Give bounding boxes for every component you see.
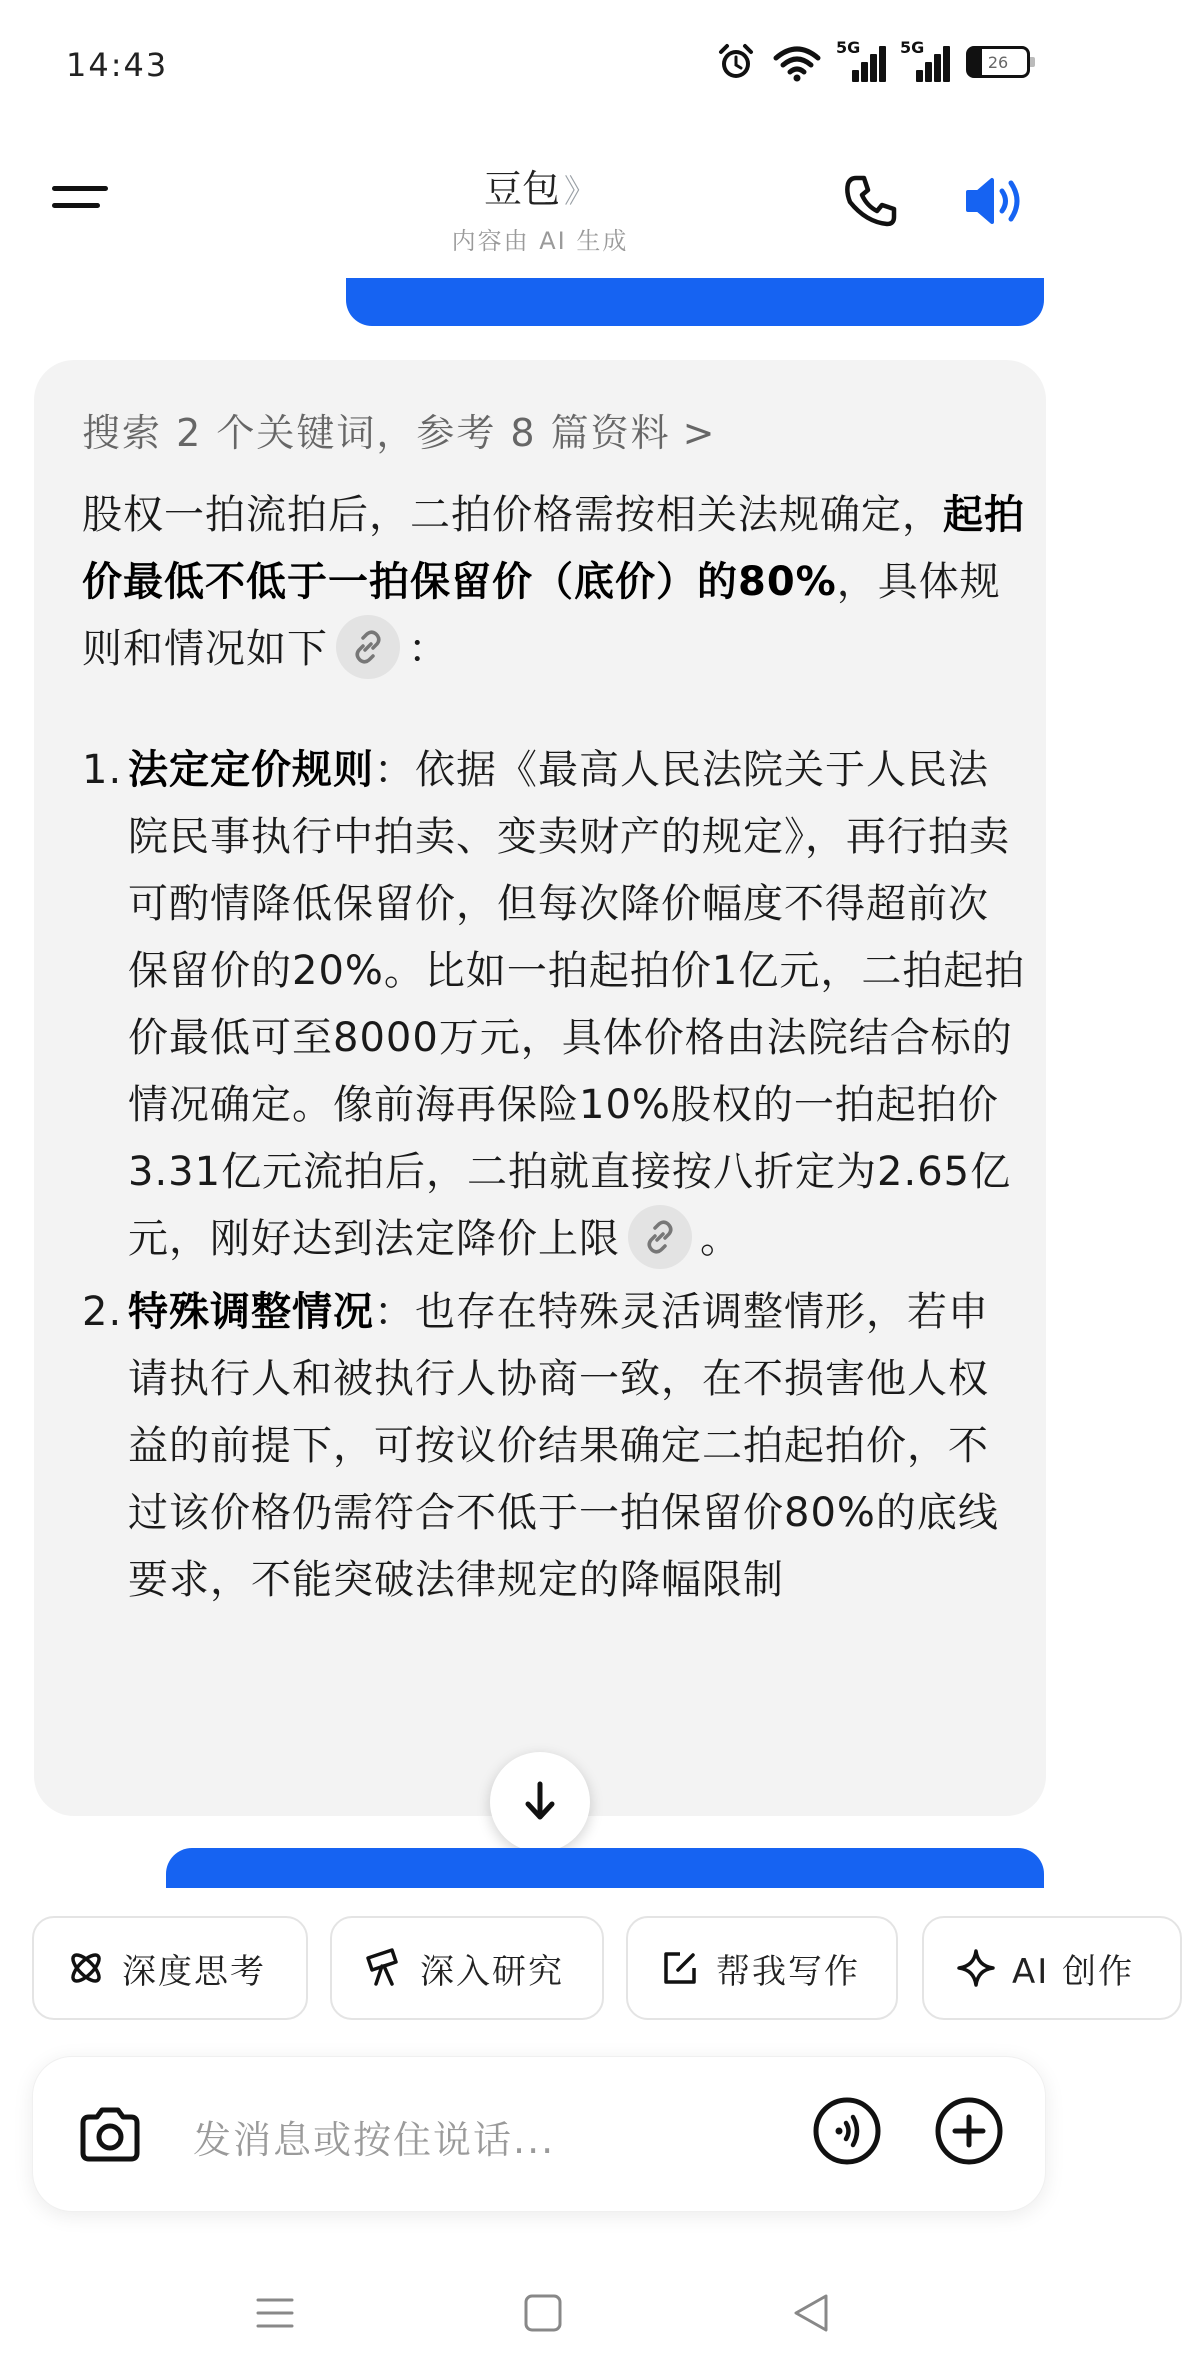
voice-call-button[interactable] bbox=[811, 2095, 883, 2167]
chevron-right-icon: > bbox=[682, 411, 717, 455]
scroll-to-bottom-button[interactable] bbox=[490, 1752, 590, 1852]
speaker-button[interactable] bbox=[962, 172, 1030, 230]
arrow-down-icon bbox=[520, 1780, 560, 1824]
chip-deep-research[interactable]: 深入研究 bbox=[330, 1916, 604, 2020]
battery-icon: 26 bbox=[966, 46, 1030, 78]
page-title: 豆包 bbox=[483, 167, 560, 211]
bot-title[interactable] bbox=[340, 158, 740, 256]
quick-action-chips bbox=[32, 1916, 1135, 2022]
camera-button[interactable] bbox=[75, 2101, 145, 2171]
ai-disclaimer: 内容由 AI 生成 bbox=[451, 227, 629, 255]
wifi-icon bbox=[772, 42, 822, 82]
link-icon bbox=[643, 1220, 677, 1254]
back-button[interactable] bbox=[786, 2288, 836, 2338]
chip-deep-thinking[interactable]: 深度思考 bbox=[32, 1916, 308, 2020]
speaker-icon bbox=[962, 172, 1030, 230]
status-bar bbox=[0, 0, 1080, 130]
search-summary: 搜索 2 个关键词，参考 8 篇资料 bbox=[82, 411, 671, 455]
signal-2-icon: 5G bbox=[902, 42, 950, 82]
status-icons bbox=[716, 40, 1030, 84]
link-icon bbox=[351, 630, 385, 664]
search-sources-link[interactable] bbox=[82, 402, 717, 457]
camera-icon bbox=[75, 2101, 145, 2171]
telescope-icon bbox=[364, 1948, 404, 1988]
list-item: 2. 特殊调整情况：也存在特殊灵活调整情形，若申请执行人和被执行人协商一致，在不损害他人权益的前提下，可按议价结果确定二拍起拍价，不过该价格仍需符合不低于一拍保留价80%的底线要求，不能突破法律规定的降幅限制 bbox=[82, 1289, 999, 1603]
signal-1-icon: 5G bbox=[838, 42, 886, 82]
home-button[interactable] bbox=[518, 2288, 568, 2338]
menu-lines-icon bbox=[250, 2288, 300, 2338]
voice-wave-icon bbox=[811, 2095, 883, 2167]
back-triangle-icon bbox=[786, 2288, 836, 2338]
square-icon bbox=[518, 2288, 568, 2338]
citation-link-button[interactable] bbox=[628, 1205, 692, 1269]
edit-icon bbox=[660, 1948, 700, 1988]
message-input[interactable]: 发消息或按住说话... bbox=[193, 2118, 556, 2162]
recents-button[interactable] bbox=[250, 2288, 300, 2338]
phone-call-button[interactable] bbox=[842, 172, 900, 230]
menu-icon bbox=[52, 186, 108, 191]
chat-header bbox=[0, 150, 1080, 260]
phone-icon bbox=[842, 172, 900, 230]
answer-content bbox=[82, 482, 1028, 1620]
list-item: 1. 法定定价规则：依据《最高人民法院关于人民法院民事执行中拍卖、变卖财产的规定》，再行拍卖可酌情降低保留价，但每次降价幅度不得超前次保留价的20%。比如一拍起拍价1亿元，二拍起拍价最低可至8000万元，具体价格由法院结合标的情况确定。像前海再保险10%股权的一拍起拍价3.31亿元流拍后，二拍就直接按八折定为2.65亿元，刚好达到法定降价上限 。 bbox=[82, 737, 1028, 1273]
alarm-icon bbox=[716, 42, 756, 82]
chip-ai-create[interactable]: AI 创作 bbox=[922, 1916, 1182, 2020]
system-navigation-bar bbox=[0, 2270, 1080, 2350]
atom-icon bbox=[66, 1948, 106, 1988]
status-time: 14:43 bbox=[66, 46, 169, 84]
plus-icon bbox=[933, 2095, 1005, 2167]
assistant-message-card bbox=[34, 360, 1046, 1816]
add-attachment-button[interactable] bbox=[933, 2095, 1005, 2167]
menu-button[interactable] bbox=[52, 186, 112, 226]
citation-link-button[interactable] bbox=[336, 615, 400, 679]
user-message-bubble bbox=[166, 1848, 1044, 1888]
sparkle-icon bbox=[956, 1948, 996, 1988]
chip-help-write[interactable]: 帮我写作 bbox=[626, 1916, 898, 2020]
message-input-bar bbox=[32, 2056, 1046, 2212]
answer-intro: 股权一拍流拍后，二拍价格需按相关法规确定，起拍价最低不低于一拍保留价（底价）的80%，具体规则和情况如下 ： bbox=[82, 482, 1028, 683]
user-message-bubble bbox=[346, 278, 1044, 326]
chevron-right-icon: 》 bbox=[564, 172, 597, 210]
